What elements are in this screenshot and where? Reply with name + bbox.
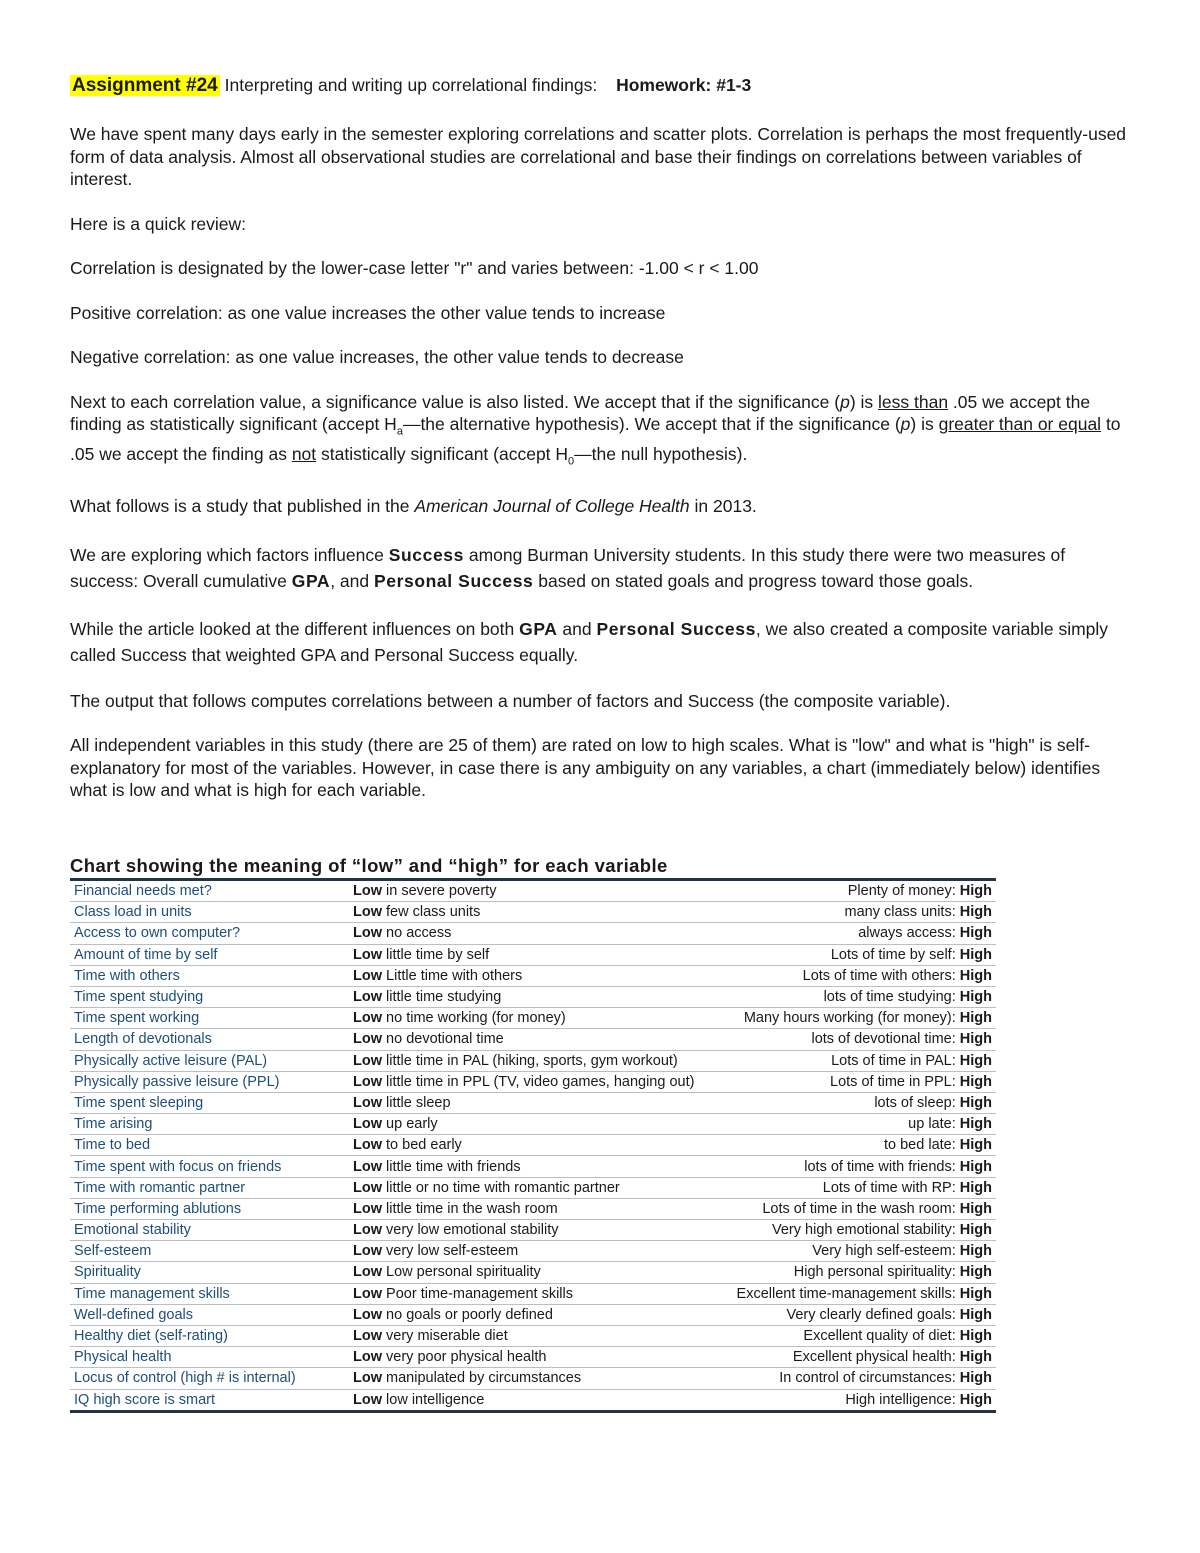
header-line	[70, 72, 1130, 99]
variable-name: Time spent with focus on friends	[70, 1156, 349, 1177]
high-label: High	[959, 1200, 992, 1217]
variable-name: Healthy diet (self-rating)	[70, 1325, 349, 1346]
high-meaning	[717, 1156, 996, 1177]
low-label: Low	[353, 1328, 382, 1345]
table-row	[70, 902, 996, 923]
low-description: no access	[386, 925, 452, 942]
low-meaning	[349, 1029, 717, 1050]
table-row	[70, 1177, 996, 1198]
sig-text-e: ) is	[910, 414, 939, 434]
low-description: little sleep	[386, 1094, 451, 1111]
gpa-term: GPA	[519, 618, 558, 639]
low-description: in severe poverty	[386, 883, 497, 900]
high-label: High	[959, 1328, 992, 1345]
high-description: Very high self-esteem:	[812, 1243, 956, 1260]
low-label: Low	[353, 1116, 382, 1133]
high-description: up late:	[908, 1116, 956, 1133]
low-description: very poor physical health	[386, 1349, 547, 1366]
study-source	[70, 495, 1130, 518]
high-meaning	[717, 1262, 996, 1283]
high-description: Excellent time-management skills:	[736, 1285, 956, 1302]
low-meaning	[349, 986, 717, 1007]
high-meaning	[717, 1347, 996, 1368]
high-meaning	[717, 1092, 996, 1113]
high-label: High	[959, 967, 992, 984]
low-meaning	[349, 1008, 717, 1029]
composite-paragraph	[70, 616, 1130, 668]
table-row	[70, 1092, 996, 1113]
table-row	[70, 986, 996, 1007]
greater-equal-text: greater than or equal	[938, 414, 1102, 434]
high-label: High	[959, 1285, 992, 1302]
table-row	[70, 944, 996, 965]
sig-text-b: ) is	[849, 391, 879, 412]
high-meaning	[717, 965, 996, 986]
journal-name: American Journal of College Health	[414, 496, 690, 516]
low-description: little time studying	[386, 989, 502, 1006]
p-symbol: p	[840, 391, 850, 412]
high-meaning	[717, 986, 996, 1007]
success-term: Success	[388, 544, 464, 565]
low-description: little time with friends	[386, 1158, 521, 1175]
success-paragraph	[70, 542, 1130, 594]
low-description: no time working (for money)	[386, 1010, 566, 1027]
table-row	[70, 1050, 996, 1071]
low-meaning	[349, 1283, 717, 1304]
personal-success-term: Personal Success	[373, 570, 534, 591]
high-label: High	[959, 1137, 992, 1154]
low-label: Low	[353, 883, 382, 900]
table-row	[70, 1156, 996, 1177]
variable-name: Spirituality	[70, 1262, 349, 1283]
high-description: Lots of time in PPL:	[830, 1073, 956, 1090]
high-label: High	[959, 1116, 992, 1133]
assignment-topic: Interpreting and writing up correlational findings:	[224, 75, 598, 95]
low-label: Low	[353, 1370, 382, 1387]
table-row	[70, 1389, 996, 1411]
high-meaning	[717, 1050, 996, 1071]
high-description: In control of circumstances:	[779, 1370, 956, 1387]
low-description: up early	[386, 1116, 438, 1133]
table-row	[70, 1325, 996, 1346]
high-label: High	[959, 883, 992, 900]
table-row	[70, 1262, 996, 1283]
high-description: lots of devotional time:	[811, 1031, 956, 1048]
high-meaning	[717, 1008, 996, 1029]
variable-name: Access to own computer?	[70, 923, 349, 944]
low-description: very low emotional stability	[386, 1222, 559, 1239]
less-than-text: less than	[878, 391, 949, 412]
variable-name: Time with romantic partner	[70, 1177, 349, 1198]
high-description: Lots of time with others:	[802, 967, 956, 984]
variable-name: Emotional stability	[70, 1220, 349, 1241]
low-meaning	[349, 1262, 717, 1283]
variable-name: Physically active leisure (PAL)	[70, 1050, 349, 1071]
high-meaning	[717, 944, 996, 965]
source-text-b: in 2013.	[689, 496, 757, 516]
table-row	[70, 1220, 996, 1241]
high-description: Very clearly defined goals:	[786, 1306, 956, 1323]
sig-text-c: .05 we accept the finding as statistically significant (accept H	[70, 391, 1091, 434]
success-text-a: We are exploring which factors influence	[70, 544, 389, 565]
assignment-label: Assignment #24	[72, 75, 218, 96]
high-label: High	[959, 904, 992, 921]
high-description: Excellent quality of diet:	[803, 1328, 956, 1345]
low-label: Low	[353, 1349, 382, 1366]
table-row	[70, 1347, 996, 1368]
variable-name: Class load in units	[70, 902, 349, 923]
variable-name: Physical health	[70, 1347, 349, 1368]
composite-text-c: , we also created a composite variable simply called Success that weighted GPA and Personal Success equally.	[70, 618, 1109, 665]
low-meaning	[349, 1347, 717, 1368]
source-text-a: What follows is a study that published in the	[70, 496, 415, 516]
high-description: always access:	[858, 925, 956, 942]
high-meaning	[717, 1177, 996, 1198]
low-meaning	[349, 1304, 717, 1325]
variable-meaning-table	[70, 878, 996, 1413]
low-label: Low	[353, 989, 382, 1006]
high-label: High	[959, 1391, 992, 1408]
low-label: Low	[353, 1222, 382, 1239]
negative-correlation: Negative correlation: as one value increases, the other value tends to decrease	[70, 347, 684, 367]
high-meaning	[717, 1029, 996, 1050]
high-description: many class units:	[844, 904, 956, 921]
high-label: High	[959, 1094, 992, 1111]
high-label: High	[959, 1306, 992, 1323]
variable-name: Amount of time by self	[70, 944, 349, 965]
low-meaning	[349, 880, 717, 902]
low-description: low intelligence	[386, 1391, 485, 1408]
low-label: Low	[353, 904, 382, 921]
low-label: Low	[353, 1243, 382, 1260]
high-label: High	[959, 1243, 992, 1260]
low-label: Low	[353, 1052, 382, 1069]
low-meaning	[349, 1198, 717, 1219]
high-meaning	[717, 1325, 996, 1346]
variable-name: Well-defined goals	[70, 1304, 349, 1325]
sig-text-f: to .05 we accept the finding as	[70, 414, 1121, 464]
high-description: lots of time studying:	[823, 989, 956, 1006]
not-text: not	[291, 444, 317, 464]
variable-name: Time spent sleeping	[70, 1092, 349, 1113]
low-description: no goals or poorly defined	[386, 1306, 553, 1323]
high-description: Lots of time in the wash room:	[762, 1200, 956, 1217]
high-description: Many hours working (for money):	[743, 1010, 956, 1027]
low-label: Low	[353, 946, 382, 963]
variable-name: Time spent working	[70, 1008, 349, 1029]
table-row	[70, 880, 996, 902]
low-meaning	[349, 1368, 717, 1389]
low-meaning	[349, 1092, 717, 1113]
variable-name: Time with others	[70, 965, 349, 986]
high-label: High	[959, 1179, 992, 1196]
low-meaning	[349, 1114, 717, 1135]
chart-title: Chart showing the meaning of “low” and “high” for each variable	[70, 855, 668, 876]
low-meaning	[349, 944, 717, 965]
low-label: Low	[353, 1094, 382, 1111]
low-label: Low	[353, 1179, 382, 1196]
high-label: High	[959, 1031, 992, 1048]
high-description: High personal spirituality:	[793, 1264, 956, 1281]
h0-subscript: 0	[568, 455, 575, 468]
composite-text-b: and	[557, 618, 597, 639]
high-meaning	[717, 1241, 996, 1262]
high-description: to bed late:	[884, 1137, 956, 1154]
high-label: High	[959, 925, 992, 942]
success-text-c: , and	[330, 570, 374, 591]
high-description: lots of sleep:	[874, 1094, 956, 1111]
sig-text-g: statistically significant (accept H	[316, 444, 569, 464]
low-meaning	[349, 1071, 717, 1092]
output-paragraph: The output that follows computes correlations between a number of factors and Success (the composite variable).	[70, 690, 951, 711]
low-meaning	[349, 1241, 717, 1262]
table-row	[70, 965, 996, 986]
low-description: manipulated by circumstances	[386, 1370, 582, 1387]
high-description: High intelligence:	[845, 1391, 956, 1408]
low-description: Poor time-management skills	[386, 1285, 573, 1302]
high-label: High	[959, 946, 992, 963]
low-description: little time in PAL (hiking, sports, gym workout)	[386, 1052, 678, 1069]
composite-text-a: While the article looked at the different influences on both	[70, 618, 520, 639]
variable-name: Time management skills	[70, 1283, 349, 1304]
low-label: Low	[353, 1158, 382, 1175]
high-meaning	[717, 1283, 996, 1304]
variable-name: Length of devotionals	[70, 1029, 349, 1050]
low-meaning	[349, 1325, 717, 1346]
high-label: High	[959, 1010, 992, 1027]
variable-name: Self-esteem	[70, 1241, 349, 1262]
high-meaning	[717, 1114, 996, 1135]
low-meaning	[349, 923, 717, 944]
low-description: few class units	[386, 904, 481, 921]
low-description: little or no time with romantic partner	[386, 1179, 620, 1196]
table-row	[70, 1135, 996, 1156]
high-label: High	[959, 989, 992, 1006]
high-meaning	[717, 1368, 996, 1389]
variable-name: Time performing ablutions	[70, 1198, 349, 1219]
variable-name: Locus of control (high # is internal)	[70, 1368, 349, 1389]
high-meaning	[717, 880, 996, 902]
low-meaning	[349, 1050, 717, 1071]
low-description: very miserable diet	[386, 1328, 508, 1345]
review-heading: Here is a quick review:	[70, 213, 247, 234]
low-description: little time in PPL (TV, video games, hanging out)	[386, 1073, 695, 1090]
table-row	[70, 1198, 996, 1219]
low-label: Low	[353, 1285, 382, 1302]
low-label: Low	[353, 1031, 382, 1048]
low-description: little time in the wash room	[386, 1200, 558, 1217]
high-meaning	[717, 902, 996, 923]
high-label: High	[959, 1349, 992, 1366]
high-meaning	[717, 1304, 996, 1325]
low-label: Low	[353, 1010, 382, 1027]
high-meaning	[717, 1135, 996, 1156]
table-row	[70, 923, 996, 944]
high-meaning	[717, 1071, 996, 1092]
low-description: to bed early	[386, 1137, 462, 1154]
low-label: Low	[353, 1264, 382, 1281]
variables-paragraph: All independent variables in this study (there are 25 of them) are rated on low to high scales. What is "low" and what is "high" is self-explanatory for most of the variables. However, in case there is any ambiguity on any variables, a chart (immediately below) identifies what is low and what is high for each variable.	[70, 735, 1101, 800]
correlation-definition: Correlation is designated by the lower-case letter "r" and varies between: -1.00 < r < 1.00	[70, 258, 759, 278]
table-row	[70, 1114, 996, 1135]
high-description: Lots of time with RP:	[822, 1179, 956, 1196]
low-label: Low	[353, 1200, 382, 1217]
significance-paragraph	[70, 391, 1130, 474]
document-body	[70, 72, 1130, 802]
low-description: Low personal spirituality	[386, 1264, 541, 1281]
table-row	[70, 1368, 996, 1389]
high-description: Lots of time by self:	[830, 946, 956, 963]
success-text-b: among Burman University students. In this study there were two measures of success: Overall cumulative	[70, 544, 1066, 591]
low-description: no devotional time	[386, 1031, 504, 1048]
high-label: High	[959, 1073, 992, 1090]
variable-name: Time to bed	[70, 1135, 349, 1156]
high-meaning	[717, 1389, 996, 1411]
table-row	[70, 1241, 996, 1262]
high-description: Lots of time in PAL:	[831, 1052, 956, 1069]
low-label: Low	[353, 1306, 382, 1323]
low-meaning	[349, 1389, 717, 1411]
high-description: Very high emotional stability:	[771, 1222, 956, 1239]
low-label: Low	[353, 925, 382, 942]
variable-name: Time arising	[70, 1114, 349, 1135]
low-label: Low	[353, 1073, 382, 1090]
low-label: Low	[353, 967, 382, 984]
variable-name: Financial needs met?	[70, 880, 349, 902]
ha-subscript: a	[396, 425, 403, 438]
low-label: Low	[353, 1137, 382, 1154]
low-meaning	[349, 1177, 717, 1198]
personal-success-term: Personal Success	[596, 618, 756, 639]
low-meaning	[349, 1156, 717, 1177]
low-description: very low self-esteem	[386, 1243, 519, 1260]
low-meaning	[349, 965, 717, 986]
homework-label: Homework: #1-3	[616, 75, 752, 95]
sig-text-d: —the alternative hypothesis). We accept that if the significance (	[402, 414, 901, 434]
low-meaning	[349, 1220, 717, 1241]
high-description: Excellent physical health:	[792, 1349, 956, 1366]
sig-text-a: Next to each correlation value, a significance value is also listed. We accept that if the significance (	[70, 391, 841, 412]
variable-name: Time spent studying	[70, 986, 349, 1007]
sig-text-h: —the null hypothesis).	[574, 444, 748, 464]
intro-paragraph: We have spent many days early in the semester exploring correlations and scatter plots. Correlation is perhaps the most frequently-used form of data analysis. Almost all observational studies are correlational and base their findings on correlations between variables of interest.	[70, 124, 1127, 189]
high-label: High	[959, 1158, 992, 1175]
high-meaning	[717, 1198, 996, 1219]
gpa-term: GPA	[291, 570, 331, 591]
success-text-d: based on stated goals and progress toward those goals.	[533, 570, 974, 591]
high-label: High	[959, 1222, 992, 1239]
low-description: Little time with others	[386, 967, 523, 984]
high-description: lots of time with friends:	[804, 1158, 956, 1175]
table-row	[70, 1283, 996, 1304]
table-row	[70, 1008, 996, 1029]
p-symbol: p	[900, 414, 911, 434]
high-meaning	[717, 1220, 996, 1241]
low-label: Low	[353, 1391, 382, 1408]
high-label: High	[959, 1052, 992, 1069]
low-meaning	[349, 902, 717, 923]
table-row	[70, 1071, 996, 1092]
high-label: High	[959, 1370, 992, 1387]
low-description: little time by self	[386, 946, 490, 963]
table-row	[70, 1304, 996, 1325]
high-meaning	[717, 923, 996, 944]
table-row	[70, 1029, 996, 1050]
positive-correlation: Positive correlation: as one value increases the other value tends to increase	[70, 302, 666, 323]
high-label: High	[959, 1264, 992, 1281]
high-description: Plenty of money:	[847, 883, 956, 900]
variable-name: Physically passive leisure (PPL)	[70, 1071, 349, 1092]
variable-name: IQ high score is smart	[70, 1389, 349, 1411]
low-meaning	[349, 1135, 717, 1156]
